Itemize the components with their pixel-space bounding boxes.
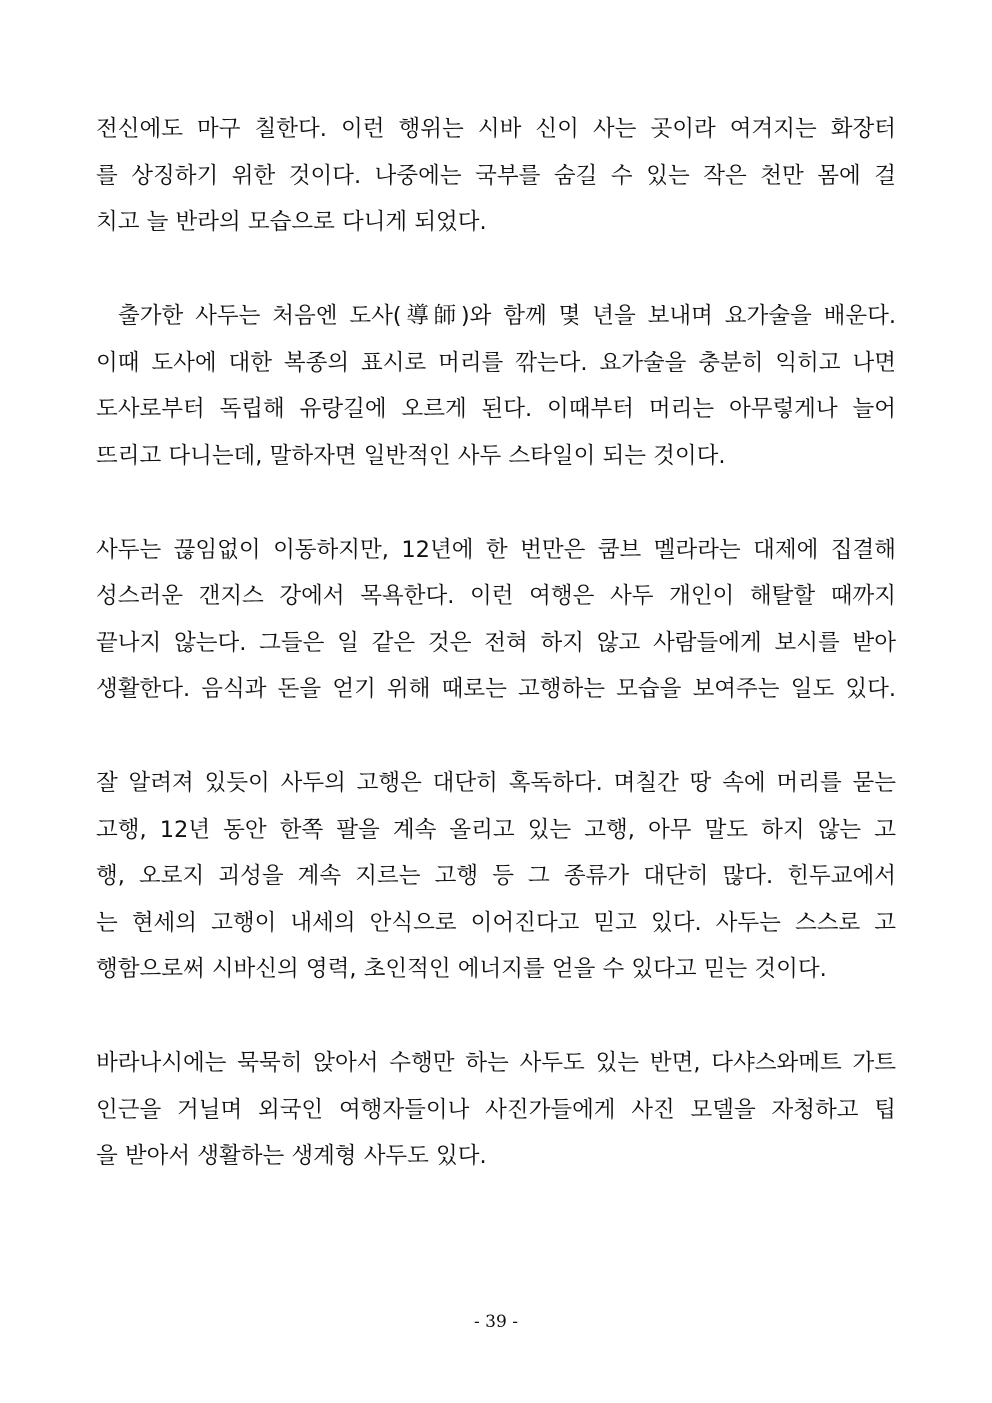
text-line: 출가한 사두는 처음엔 도사(導師)와 함께 몇 년을 보내며 요가술을 배운다. <box>118 303 896 329</box>
text-line: 행함으로써 시바신의 영력, 초인적인 에너지를 얻을 수 있다고 믿는 것이다. <box>96 956 827 982</box>
text-line: 바라나시에는 묵묵히 앉아서 수행만 하는 사두도 있는 반면, 다샤스와메트 가트 <box>96 1050 896 1076</box>
text-line: 잘 알려져 있듯이 사두의 고행은 대단히 혹독하다. 며칠간 땅 속에 머리를 묻는 <box>96 770 896 796</box>
text-line: 사두는 끊임없이 이동하지만, 12년에 한 번만은 쿰브 멜라라는 대제에 집결해 <box>96 537 896 563</box>
text-line: 뜨리고 다니는데, 말하자면 일반적인 사두 스타일이 되는 것이다. <box>96 443 726 469</box>
text-line: 고행, 12년 동안 한쪽 팔을 계속 올리고 있는 고행, 아무 말도 하지 않는 고 <box>96 817 896 843</box>
text-line: 치고 늘 반라의 모습으로 다니게 되었다. <box>96 209 487 235</box>
text-line: 전신에도 마구 칠한다. 이런 행위는 시바 신이 사는 곳이라 여겨지는 화장터 <box>96 116 896 142</box>
text-line: 이때 도사에 대한 복종의 표시로 머리를 깎는다. 요가술을 충분히 익히고 나면 <box>96 350 896 376</box>
text-line: 도사로부터 독립해 유랑길에 오르게 된다. 이때부터 머리는 아무렇게나 늘어 <box>96 396 896 422</box>
text-line: 을 받아서 생활하는 생계형 사두도 있다. <box>96 1143 487 1169</box>
text-line: 생활한다. 음식과 돈을 얻기 위해 때로는 고행하는 모습을 보여주는 일도 있다. <box>96 676 896 702</box>
text-line: 성스러운 갠지스 강에서 목욕한다. 이런 여행은 사두 개인이 해탈할 때까지 <box>96 583 896 609</box>
text-line: 끝나지 않는다. 그들은 일 같은 것은 전혀 하지 않고 사람들에게 보시를 받아 <box>96 630 896 656</box>
text-line: 인근을 거닐며 외국인 여행자들이나 사진가들에게 사진 모델을 자청하고 팁 <box>96 1097 896 1123</box>
text-line: 는 현세의 고행이 내세의 안식으로 이어진다고 믿고 있다. 사두는 스스로 고 <box>96 910 896 936</box>
text-line: 를 상징하기 위한 것이다. 나중에는 국부를 숨길 수 있는 작은 천만 몸에 걸 <box>96 163 896 189</box>
page-number: - 39 - <box>474 1312 518 1332</box>
text-line: 행, 오로지 괴성을 계속 지르는 고행 등 그 종류가 대단히 많다. 힌두교에서 <box>96 863 896 889</box>
